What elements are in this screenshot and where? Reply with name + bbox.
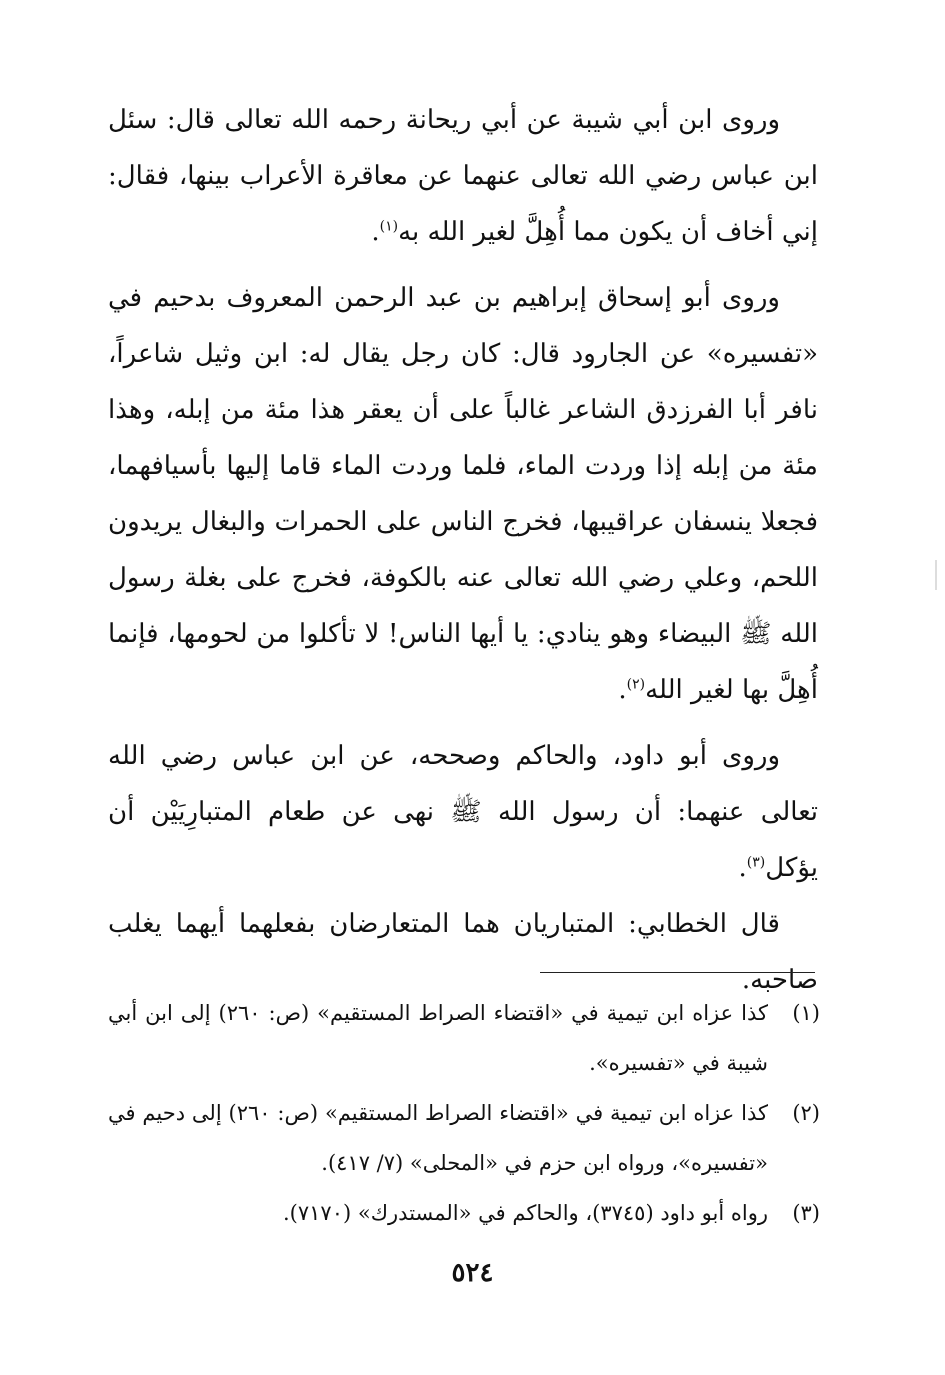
footnotes xyxy=(108,988,820,1238)
footnote-text: كذا عزاه ابن تيمية في «اقتضاء الصراط المستقيم» (ص: ٢٦٠) إلى ابن أبي شيبة في «تفسيره». xyxy=(108,1001,768,1075)
paragraph-2: وروى أبو إسحاق إبراهيم بن عبد الرحمن المعروف بدحيم في «تفسيره» عن الجارود قال: كان رجل يقال له: ابن وثيل شاعراً، نافر أبا الفرزدق الشاعر غالباً على أن يعقر هذا مئة من إبله، وهذا مئة من إبله إذا وردت الماء، فلما وردت الماء قاما إليها بأسيافهما، فجعلا ينسفان عراقيبها، فخرج الناس على الحمرات والبغال يريدون اللحم، وعلي رضي الله تعالى عنه بالكوفة، فخرج على بغلة رسول الله ﷺ البيضاء وهو ينادي: يا أيها الناس! لا تأكلوا من لحومها، فإنما أُهِلَّ بها لغير الله$^{(٢)}$. xyxy=(108,283,818,705)
paragraph-4: قال الخطابي: المتباريان هما المتعارضان بفعلهما أيهما يغلب صاحبه. xyxy=(108,909,818,995)
footnote-number: (٣) xyxy=(792,1201,820,1225)
footnote-text: رواه أبو داود (٣٧٤٥)، والحاكم في «المستدرك» (٧١٧٠). xyxy=(283,1201,768,1225)
footnote-1 xyxy=(108,988,820,1088)
footnote-3 xyxy=(108,1188,820,1238)
footnote-2 xyxy=(108,1088,820,1188)
footnote-number: (٢) xyxy=(792,1101,820,1125)
footnote-ref-2[interactable]: (٢) xyxy=(626,676,646,693)
footnote-number: (١) xyxy=(792,1001,820,1025)
margin-mark xyxy=(935,560,937,590)
main-text xyxy=(108,92,818,1018)
footnote-separator xyxy=(540,972,815,973)
page-number: ٥٢٤ xyxy=(451,1258,494,1288)
footnote-ref-3[interactable]: (٣) xyxy=(746,854,766,871)
footnote-text: كذا عزاه ابن تيمية في «اقتضاء الصراط المستقيم» (ص: ٢٦٠) إلى دحيم في «تفسيره»، ورواه ابن حزم في «المحلى» (٧/ ٤١٧). xyxy=(108,1101,768,1175)
footnote-ref-1[interactable]: (١) xyxy=(379,218,399,235)
paragraph-1: وروى ابن أبي شيبة عن أبي ريحانة رحمه الله تعالى قال: سئل ابن عباس رضي الله تعالى عنهما عن معاقرة الأعراب بينها، فقال: إني أخاف أن يكون مما أُهِلَّ لغير الله به$^{(١)}$. xyxy=(108,105,818,247)
paragraph-3: وروى أبو داود، والحاكم وصححه، عن ابن عباس رضي الله تعالى عنهما: أن رسول الله ﷺ نهى عن طعام المتبارِيَيْن أن يؤكل$^{(٣)}$. xyxy=(108,741,818,883)
